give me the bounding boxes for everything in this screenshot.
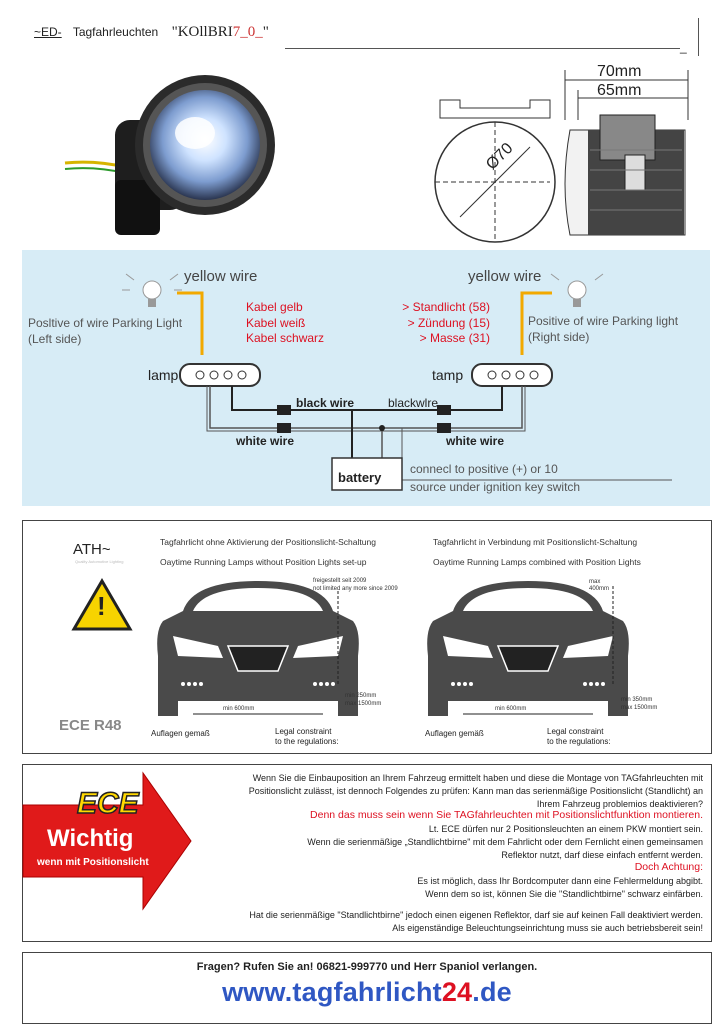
- lamp-left-label: lamp: [148, 367, 179, 383]
- min600-right: min 600mm: [495, 706, 527, 712]
- header-title: Tagfahrleuchten: [72, 25, 159, 39]
- ece-para-2: [173, 823, 703, 862]
- model-end: ": [262, 24, 269, 40]
- model-main: KOllBRI: [177, 24, 233, 40]
- header-prefix: ~ED-: [34, 25, 62, 39]
- minmax-left-2: max 1500mm: [345, 701, 382, 707]
- target-standlicht: > Standlicht (58): [402, 300, 490, 314]
- car-right: [413, 576, 643, 726]
- ece-para-1: [173, 772, 703, 811]
- website-part-24: 24: [441, 977, 473, 1007]
- lamp-right-label: tamp: [432, 367, 464, 383]
- left-desc-2: (Left side): [28, 332, 82, 346]
- dim-65mm: 65mm: [597, 82, 642, 99]
- max400-b: 400mm: [589, 586, 610, 592]
- white-wire-right-label: white wire: [446, 434, 505, 448]
- target-zuendung: > Zündung (15): [407, 315, 490, 330]
- lights-section: [22, 520, 712, 754]
- wichtig: Wichtig: [47, 825, 134, 852]
- connect-line-2: source under ignition key switch: [410, 480, 581, 494]
- auflagen-left: Auflagen gemaß: [151, 729, 210, 738]
- ece-r48: ECE R48: [59, 717, 122, 734]
- dimension-drawing: [420, 60, 700, 245]
- black-wire-label-2: blackwlre: [388, 396, 439, 410]
- ath-logo: ATH~: [73, 541, 111, 558]
- yellow-wire-right: yellow wire: [468, 268, 542, 285]
- header-vline: [698, 18, 699, 56]
- ece-line-2: Positionslicht zulässt, ist dennoch Folgendes zu prüfen: Kann man das serienmäßige Positionslicht (Standlicht) an: [248, 786, 703, 796]
- bulb-icon-right: [551, 274, 603, 307]
- model-quote: ": [171, 24, 178, 40]
- header: [34, 24, 269, 41]
- legal-right-1: Legal constraint: [547, 727, 604, 736]
- right-title-de: Tagfahrlicht in Verbindung mit Positionslicht-Schaltung: [433, 537, 638, 547]
- connect-line-1: connecl to positive (+) or 10: [410, 462, 558, 476]
- legal-left-2: to the regulations:: [275, 737, 339, 746]
- ece-section: [22, 764, 712, 942]
- ece-para-3: [173, 875, 703, 901]
- ece-red-2: Doch Achtung:: [634, 861, 703, 873]
- header-line: [285, 48, 680, 49]
- dim-70mm: 70mm: [597, 63, 642, 80]
- wiring-diagram: [22, 250, 710, 506]
- wichtig-sub: wenn mit Positionslicht: [37, 857, 149, 868]
- kabel-gelb: Kabel gelb: [246, 300, 303, 314]
- ece-line-5: Wenn die serienmäßige „Standlichtbirne" mit dem Fahrlicht oder dem Fernlicht einen gemeinsamen: [307, 837, 703, 847]
- left-title-de: Tagfahrlicht ohne Aktivierung der Positionslicht-Schaltung: [160, 537, 376, 547]
- ece-badge: ECE: [77, 787, 139, 820]
- right-title-en: Oaytime Running Lamps combined with Position Lights: [433, 557, 641, 567]
- max400-a: max: [589, 579, 601, 585]
- minmax-right-2: max 1500mm: [621, 705, 658, 711]
- legal-right-2: to the regulations:: [547, 737, 611, 746]
- freigestellt: freigestellt seit 2009: [313, 578, 367, 584]
- contact-section: [22, 952, 712, 1024]
- website-part-tld: .de: [472, 977, 512, 1007]
- kabel-list: [246, 300, 324, 347]
- auflagen-right: Auflagen gemäß: [425, 729, 484, 738]
- website-link[interactable]: [23, 977, 711, 1008]
- kabel-weiss: Kabel weiß: [246, 315, 306, 330]
- ece-line-3: Ihrem Fahrzeug problemios deaktivieren?: [536, 799, 703, 809]
- website-part-1: www.tagfahrlicht: [222, 977, 442, 1007]
- dim-diameter: Ø70: [483, 139, 517, 174]
- right-desc-2: (Right side): [528, 330, 590, 344]
- kabel-schwarz: Kabel schwarz: [246, 331, 325, 345]
- not-limited: not limited any more since 2009: [313, 586, 398, 592]
- ece-line-7: Es ist möglich, dass Ihr Bordcomputer dann eine Fehlermeldung abgibt.: [417, 876, 703, 886]
- ece-line-1: Wenn Sie die Einbauposition an Ihrem Fahrzeug ermittelt haben und diese die Montage von TAGfahrleuchten mit: [252, 773, 703, 783]
- ece-line-9: Hat die serienmäßige "Standlichtbirne" jedoch einen eigenen Reflektor, darf sie auf keinen Fall deaktiviert werden.: [249, 910, 703, 920]
- ath-subtitle: Quality Automotive Lighting: [75, 559, 124, 564]
- car-left: [143, 576, 373, 726]
- ece-line-4: Lt. ECE dürfen nur 2 Positionsleuchten an einem PKW montiert sein.: [428, 824, 703, 834]
- min600-left: min 600mm: [223, 706, 255, 712]
- battery-label: battery: [338, 470, 382, 485]
- header-end-mark: _: [680, 40, 687, 54]
- ece-red-1: Denn das muss sein wenn Sie TAGfahrleuchten mit Positionslichtfunktion montieren.: [310, 809, 703, 821]
- legal-left-1: Legal constraint: [275, 727, 332, 736]
- black-wire-label: black wire: [296, 396, 355, 410]
- header-model: [172, 24, 269, 40]
- model-red: 7_0_: [232, 24, 263, 40]
- ece-para-4: [173, 909, 703, 935]
- left-title-en: Oaytime Running Lamps without Position Lights set-up: [160, 557, 367, 567]
- product-photo: [55, 45, 285, 245]
- right-desc-1: Positive of wire Parking light: [528, 314, 679, 328]
- minmax-left-1: min 250mm: [345, 693, 377, 699]
- target-masse: > Masse (31): [419, 331, 490, 345]
- contact-phone: Fragen? Rufen Sie an! 06821-999770 und Herr Spaniol verlangen.: [196, 961, 538, 973]
- left-desc-1: Posltive of wire Parking Light: [28, 316, 183, 330]
- bulb-icon-left: [122, 274, 182, 307]
- wiring-lines: [22, 250, 710, 506]
- minmax-right-1: min 350mm: [621, 697, 653, 703]
- warning-mark: !: [97, 591, 106, 621]
- ece-line-8: Wenn dem so ist, können Sie die "Standlichtbirne" schwarz einfärben.: [425, 889, 703, 899]
- ece-line-10: Als eigenständige Beleuchtungseinrichtung muss sie auch betriebsbereit sein!: [392, 923, 703, 933]
- target-list: [382, 300, 490, 347]
- white-wire-left-label: white wire: [236, 434, 295, 448]
- ece-line-6: Reflektor nutzt, darf diese einfach entfernt werden.: [501, 850, 703, 860]
- yellow-wire-left: yellow wire: [184, 268, 258, 285]
